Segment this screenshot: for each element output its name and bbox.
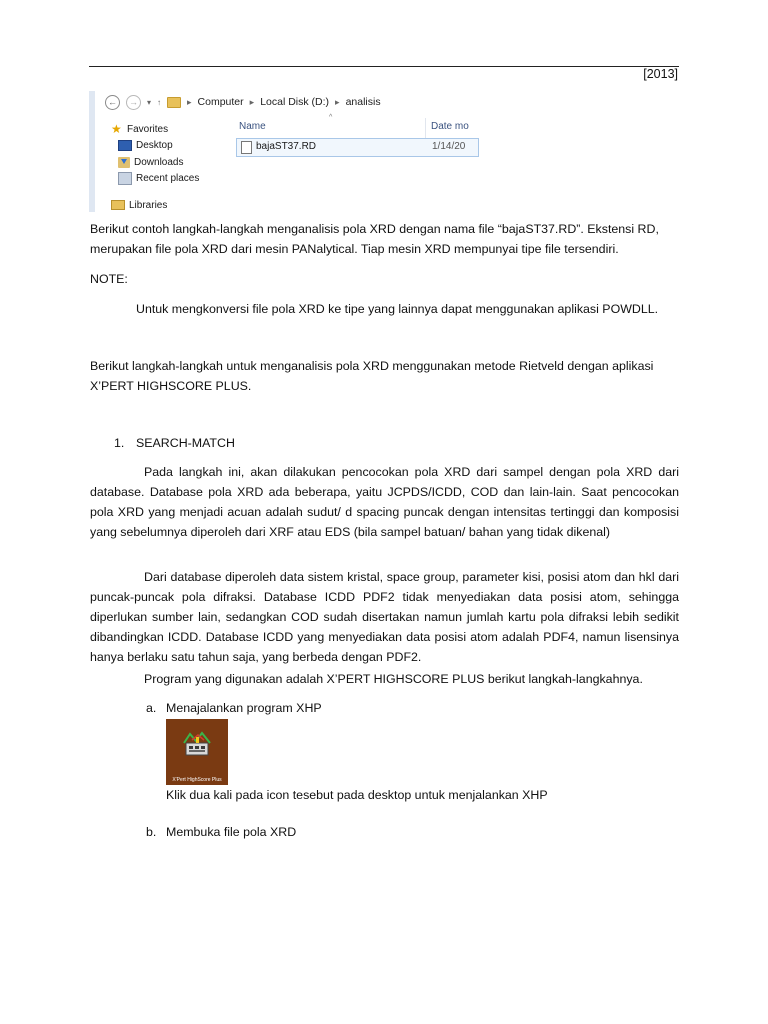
document-year: [2013]: [643, 67, 678, 81]
recent-dropdown-icon[interactable]: ▾: [147, 97, 152, 107]
note-text: Untuk mengkonversi file pola XRD ke tipe yang lainnya dapat menggunakan aplikasi POWDLL.: [136, 302, 659, 316]
sidebar-item-downloads[interactable]: [111, 154, 199, 171]
recent-places-icon: [118, 172, 132, 185]
search-match-paragraph-2: Dari database diperoleh data sistem kristal, space group, parameter kisi, posisi atom dan hkl dari puncak-puncak pola difraksi. Database ICDD PDF2 tidak menyediakan data posisi atom, sehingga diperlukan sumber lain, sedangkan COD sudah disertakan namun jumlah kartu pola difraksi lebih sedikit dibandingkan ICDD. Database ICDD yang menyediakan data posisi atom adalah PDF4, namun lisensinya hanya berlaku satu tahun saja, yang berbeda dengan PDF2.: [90, 570, 679, 664]
breadcrumb-analisis[interactable]: analisis: [345, 96, 381, 108]
note-label: NOTE:: [90, 272, 128, 286]
sort-caret-icon: ^: [329, 114, 333, 121]
step-a-text: Menajalankan program XHP: [166, 701, 322, 715]
step-b-letter: b.: [146, 825, 157, 839]
sidebar-item-recent-places[interactable]: [111, 171, 199, 188]
section-number: 1.: [114, 436, 125, 450]
step-a-letter: a.: [146, 701, 157, 715]
breadcrumb-separator-icon: ▸: [187, 96, 192, 107]
star-icon: ★: [111, 122, 122, 137]
sidebar-item-label: Desktop: [136, 140, 173, 152]
column-header-date[interactable]: Date mo: [431, 121, 469, 132]
sidebar-item-label: Downloads: [134, 156, 184, 168]
file-icon: [241, 141, 252, 154]
search-match-paragraph-1: Pada langkah ini, akan dilakukan pencocokan pola XRD dari sampel dengan pola XRD dari database. Database pola XRD ada beberapa, yaitu JCPDS/ICDD, COD dan lain-lain. Saat pencocokan pola XRD yang menjadi acuan adalah sudut/ d spacing puncak dengan intensitas tertinggi dan komposisi yang sebelumnya diperoleh dari XRF atau EDS (bila sampel batuan/ bahan yang tidak dikenal): [90, 465, 679, 539]
intro-line-2: merupakan file pola XRD dari mesin PANalytical. Tiap mesin XRD mempunyai tipe file tersendiri.: [90, 242, 619, 256]
file-date: 1/14/20: [432, 141, 466, 152]
rietveld-line-2: X’PERT HIGHSCORE PLUS.: [90, 379, 252, 393]
xhp-desktop-icon[interactable]: [166, 719, 228, 785]
folder-icon: [167, 97, 181, 108]
sidebar-item-label: Recent places: [136, 173, 200, 185]
sidebar-item-label: Favorites: [127, 123, 169, 135]
libraries-icon: [111, 200, 125, 210]
back-arrow-icon[interactable]: ←: [105, 95, 120, 110]
header-rule: [89, 66, 679, 67]
explorer-address-bar: [105, 93, 381, 111]
program-line: Program yang digunakan adalah X’PERT HIGHSCORE PLUS berikut langkah-langkahnya.: [144, 672, 643, 686]
downloads-icon: [118, 157, 130, 168]
step-b-text: Membuka file pola XRD: [166, 825, 297, 839]
explorer-left-edge: [89, 91, 95, 212]
breadcrumb-local-disk[interactable]: Local Disk (D:): [260, 96, 330, 108]
sidebar-item-label: Libraries: [129, 199, 168, 211]
desktop-icon: [118, 140, 132, 151]
rietveld-line-1: Berikut langkah-langkah untuk menganalisis pola XRD menggunakan metode Rietveld dengan aplikasi: [90, 359, 654, 373]
column-header-name[interactable]: Name: [239, 121, 266, 132]
sidebar-item-libraries[interactable]: [111, 197, 199, 212]
section-title: SEARCH-MATCH: [136, 436, 235, 450]
xhp-icon-caption: Klik dua kali pada icon tesebut pada desktop untuk menjalankan XHP: [166, 788, 548, 802]
file-name: bajaST37.RD: [256, 141, 317, 152]
xhp-logo-icon: [182, 731, 212, 757]
xhp-icon-label: X'Pert HighScore Plus: [172, 777, 222, 783]
file-row-selected[interactable]: [236, 138, 479, 157]
intro-line-1: Berikut contoh langkah-langkah menganalisis pola XRD dengan nama file “bajaST37.RD”. Ekstensi RD,: [90, 222, 659, 236]
breadcrumb-computer[interactable]: Computer: [197, 96, 244, 108]
sidebar-item-favorites[interactable]: [111, 121, 199, 138]
column-divider[interactable]: [425, 118, 426, 138]
explorer-screenshot: [89, 91, 480, 212]
explorer-sidebar: [111, 121, 199, 212]
forward-arrow-icon[interactable]: →: [126, 95, 141, 110]
up-arrow-icon[interactable]: ↑: [157, 97, 162, 107]
breadcrumb-separator-icon: ▸: [249, 96, 255, 107]
sidebar-item-desktop[interactable]: [111, 138, 199, 155]
breadcrumb-separator-icon: ▸: [335, 96, 340, 107]
